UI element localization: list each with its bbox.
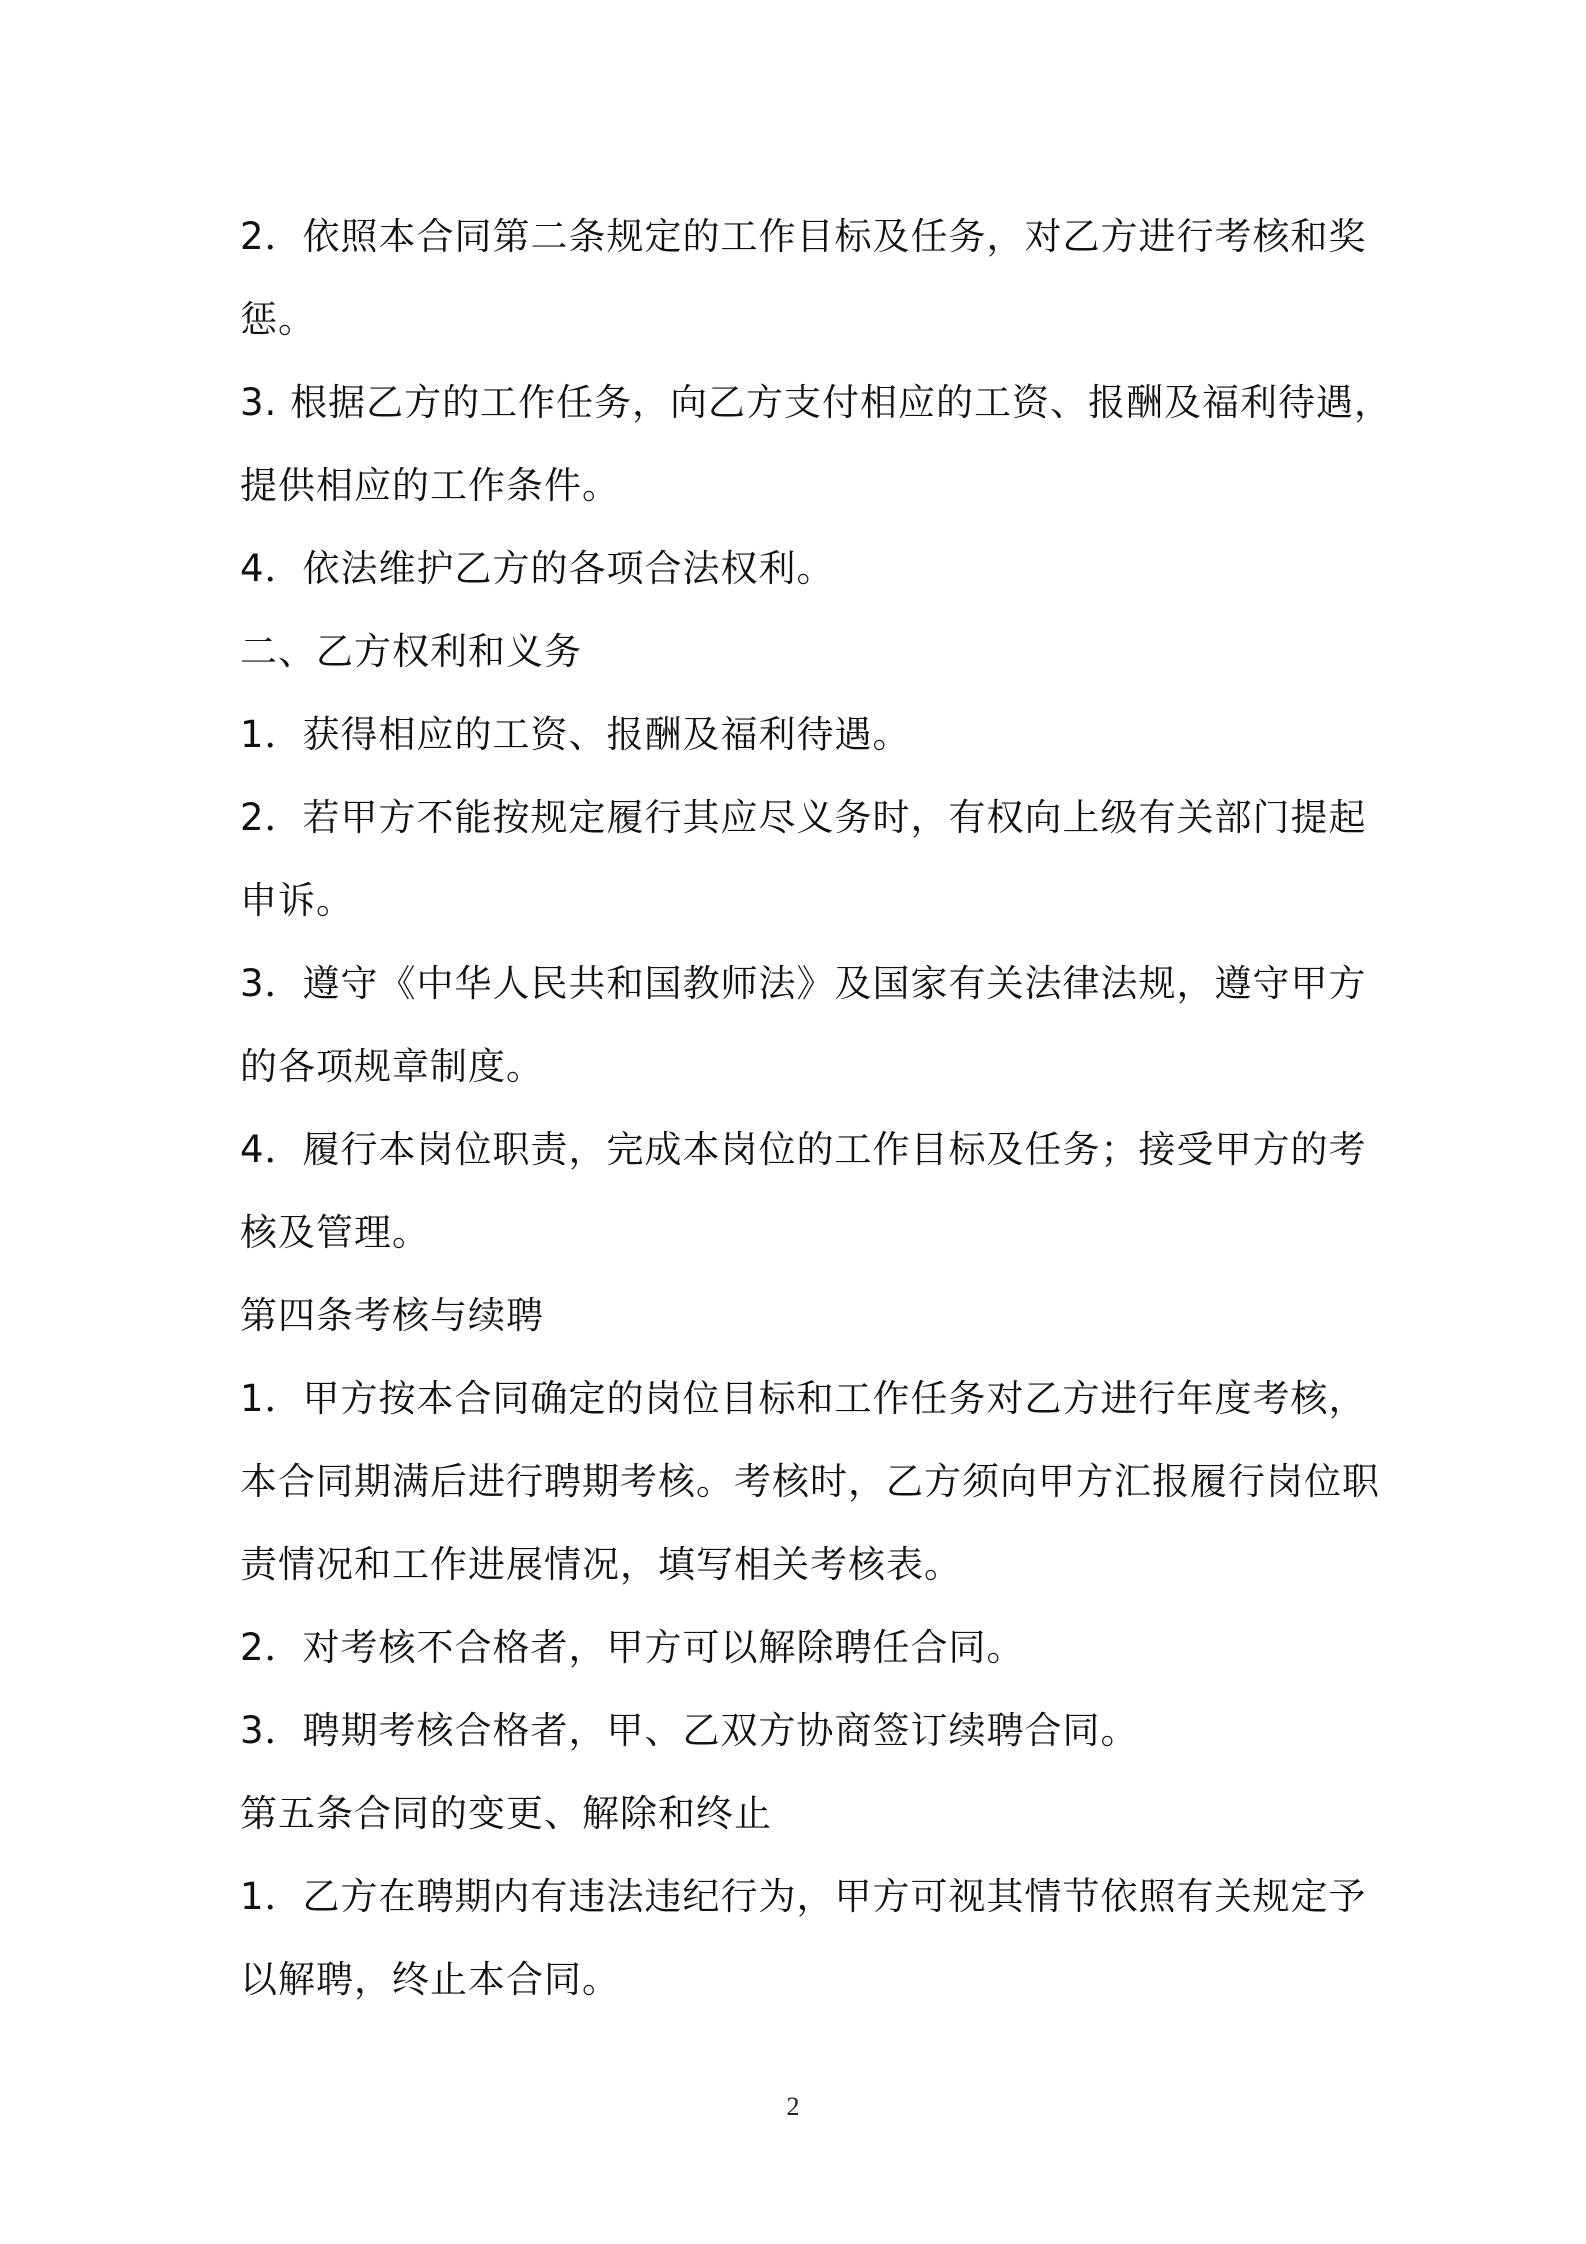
text-line-12: 4．履行本岗位职责，完成本岗位的工作目标及任务；接受甲方的考 <box>240 1128 1367 1171</box>
document-body <box>240 195 1393 2021</box>
text-line-15: 1．甲方按本合同确定的岗位目标和工作任务对乙方进行年度考核， <box>240 1377 1367 1420</box>
text-line-13: 核及管理。 <box>240 1211 430 1254</box>
text-line-16: 本合同期满后进行聘期考核。考核时，乙方须向甲方汇报履行岗位职 <box>240 1460 1380 1503</box>
text-line-17: 责情况和工作进展情况，填写相关考核表。 <box>240 1543 962 1586</box>
article-heading-5: 第五条合同的变更、解除和终止 <box>240 1792 772 1835</box>
page-number: 2 <box>786 2092 800 2121</box>
text-line-21: 1．乙方在聘期内有违法违纪行为，甲方可视其情节依照有关规定予 <box>240 1875 1367 1918</box>
text-line-5: 4．依法维护乙方的各项合法权利。 <box>240 547 835 590</box>
text-line-19: 3．聘期考核合格者，甲、乙双方协商签订续聘合同。 <box>240 1709 1139 1752</box>
text-line-10: 3．遵守《中华人民共和国教师法》及国家有关法律法规，遵守甲方 <box>240 962 1367 1005</box>
text-line-7: 1．获得相应的工资、报酬及福利待遇。 <box>240 713 911 756</box>
text-line-22: 以解聘，终止本合同。 <box>240 1958 620 2001</box>
text-line-9: 申诉。 <box>240 879 354 922</box>
text-line-18: 2．对考核不合格者，甲方可以解除聘任合同。 <box>240 1626 1025 1669</box>
text-line-2: 惩。 <box>240 298 316 341</box>
text-line-11: 的各项规章制度。 <box>240 1045 544 1088</box>
section-heading-party-b-rights: 二、乙方权利和义务 <box>240 630 582 673</box>
text-line-1: 2．依照本合同第二条规定的工作目标及任务，对乙方进行考核和奖 <box>240 215 1367 258</box>
text-line-3: 3. 根据乙方的工作任务，向乙方支付相应的工资、报酬及福利待遇， <box>240 381 1393 424</box>
text-line-4: 提供相应的工作条件。 <box>240 464 620 507</box>
article-heading-4: 第四条考核与续聘 <box>240 1294 544 1337</box>
text-line-8: 2．若甲方不能按规定履行其应尽义务时，有权向上级有关部门提起 <box>240 796 1367 839</box>
